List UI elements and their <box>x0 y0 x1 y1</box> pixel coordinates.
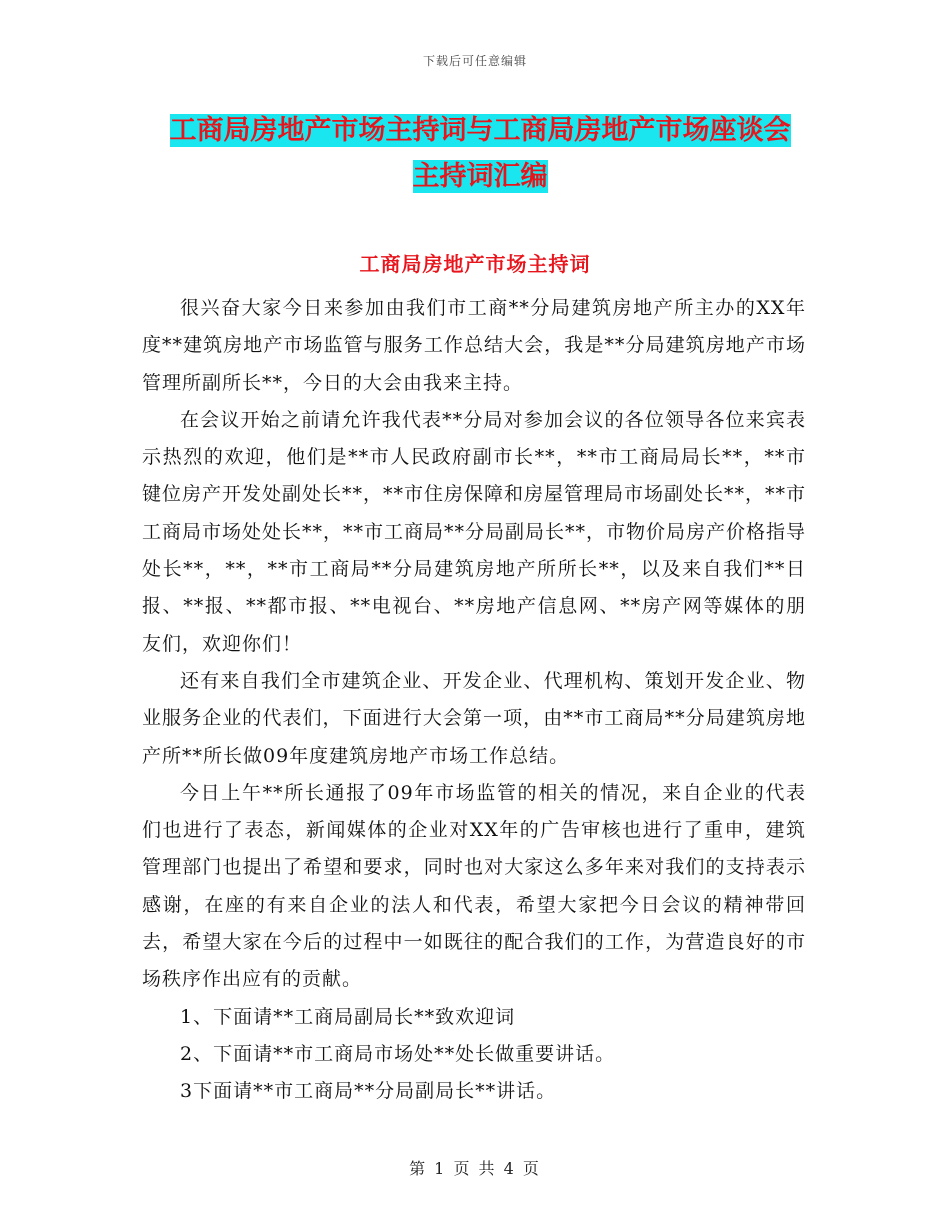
document-title <box>140 108 820 200</box>
paragraph: 还有来自我们全市建筑企业、开发企业、代理机构、策划开发企业、物业服务企业的代表们，下面进行大会第一项，由**市工商局**分局建筑房地产所**所长做09年度建筑房地产市场工作总结。 <box>142 669 806 767</box>
list-item: 2、下面请**市工商局市场处**处长做重要讲话。 <box>180 1042 616 1065</box>
paragraph: 在会议开始之前请允许我代表**分局对参加会议的各位领导各位来宾表示热烈的欢迎，他们是**市人民政府副市长**，**市工商局局长**，**市键位房产开发处副处长**，**市住房保障和房屋管理局市场副处长**，**市工商局市场处处长**，**市工商局**分局副局长**，市物价局房产价格指导处长**，**，**市工商局**分局建筑房地产所所长**，以及来自我们**日报、**报、**都市报、**电视台、**房地产信息网、**房产网等媒体的朋友们，欢迎你们！ <box>142 408 807 655</box>
list-item: 3下面请**市工商局**分局副局长**讲话。 <box>180 1080 557 1103</box>
section-title: 工商局房地产市场主持词 <box>359 252 591 276</box>
page-footer: 第 1 页 共 4 页 <box>409 1159 541 1178</box>
paragraph: 今日上午**所长通报了09年市场监管的相关的情况，来自企业的代表们也进行了表态，新闻媒体的企业对XX年的广告审核也进行了重申，建筑管理部门也提出了希望和要求，同时也对大家这么多年来对我们的支持表示感谢，在座的有来自企业的法人和代表，希望大家把今日会议的精神带回去，希望大家在今后的过程中一如既往的配合我们的工作，为营造良好的市场秩序作出应有的贡献。 <box>142 781 806 991</box>
title-line-2: 主持词汇编 <box>412 161 548 192</box>
title-line-1: 工商局房地产市场主持词与工商局房地产市场座谈会 <box>169 115 791 146</box>
header-note: 下载后可任意编辑 <box>422 54 527 68</box>
list-item: 1、下面请**工商局副局长**致欢迎词 <box>180 1005 516 1028</box>
paragraph: 很兴奋大家今日来参加由我们市工商**分局建筑房地产所主办的XX年度**建筑房地产市场监管与服务工作总结大会，我是**分局建筑房地产市场管理所副所长**，今日的大会由我来主持。 <box>142 297 806 394</box>
document-body <box>142 290 806 1111</box>
